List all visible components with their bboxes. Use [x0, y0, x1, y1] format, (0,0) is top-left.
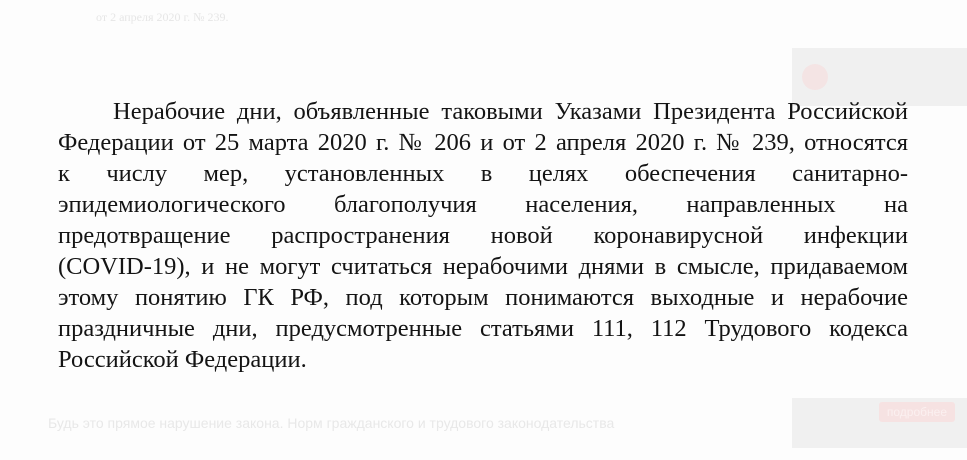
document-line: к числу мер, установленных в целях обеспечения санитарно- [58, 160, 908, 187]
document-line: Нерабочие дни, объявленные таковыми Указами Президента Российской [113, 98, 908, 125]
document-line: предотвращение распространения новой коронавирусной инфекции [58, 222, 908, 249]
ghost-badge-icon [802, 64, 828, 90]
document-line: эпидемиологического благополучия населения, направленных на [58, 191, 908, 218]
document-line: (COVID-19), и не могут считаться нерабочими днями в смысле, придаваемом [58, 253, 908, 280]
ghost-footer-text: Будь это прямое нарушение закона. Норм гражданского и трудового законодательства [48, 415, 615, 431]
ghost-more-button: подробнее [879, 402, 955, 422]
document-text [58, 96, 908, 375]
document-line: этому понятию ГК РФ, под которым понимаются выходные и нерабочие [58, 284, 908, 311]
document-line: Федерации от 25 марта 2020 г. № 206 и от 2 апреля 2020 г. № 239, относятся [58, 129, 908, 156]
ghost-header-text: от 2 апреля 2020 г. № 239. [96, 10, 229, 24]
document-line: праздничные дни, предусмотренные статьями 111, 112 Трудового кодекса [58, 315, 908, 342]
document-line: Российской Федерации. [58, 346, 307, 373]
